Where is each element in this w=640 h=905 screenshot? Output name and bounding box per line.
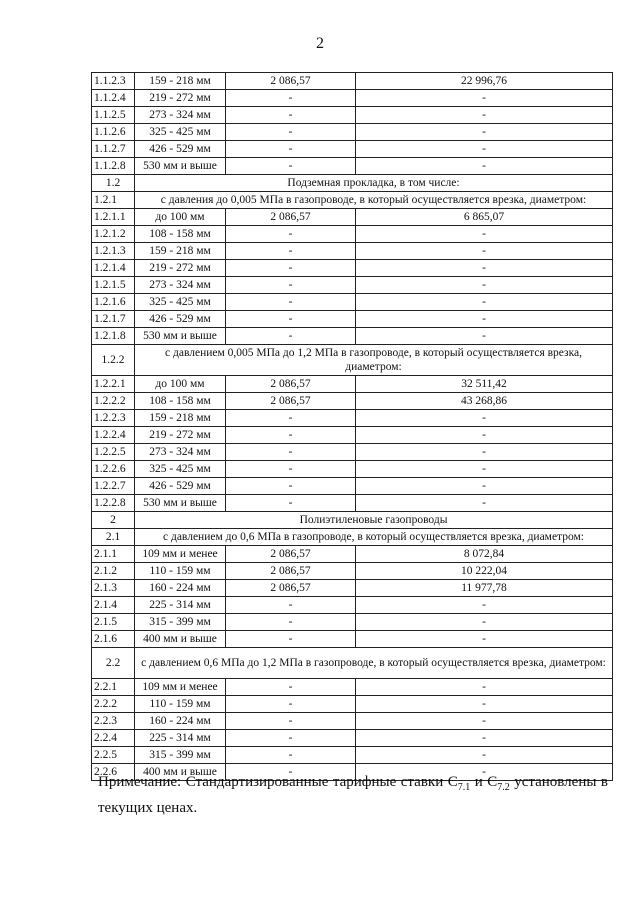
row-diameter: 325 - 425 мм (135, 124, 226, 141)
row-rate-c71: - (226, 427, 356, 444)
row-code: 1.2.1.1 (92, 209, 135, 226)
tariff-table (91, 72, 613, 781)
row-rate-c72: - (356, 294, 613, 311)
row-rate-c72: - (356, 679, 613, 696)
row-rate-c71: - (226, 90, 356, 107)
row-rate-c71: - (226, 730, 356, 747)
row-code: 1.2.1.7 (92, 311, 135, 328)
row-rate-c72: - (356, 495, 613, 512)
row-code: 2.2.1 (92, 679, 135, 696)
row-rate-c71: - (226, 260, 356, 277)
row-diameter: 530 мм и выше (135, 495, 226, 512)
section-title: с давлением 0,005 МПа до 1,2 МПа в газопроводе, в который осуществляется врезка, диаметром: (135, 345, 613, 376)
row-rate-c71: - (226, 614, 356, 631)
row-code: 1.1.2.4 (92, 90, 135, 107)
row-rate-c71: - (226, 747, 356, 764)
row-code: 2.2.3 (92, 713, 135, 730)
page-number: 2 (316, 35, 324, 52)
note-prefix: Примечание: Стандартизированные тарифные ставки С (98, 774, 458, 790)
section-heading-row (92, 512, 613, 529)
row-rate-c72: - (356, 260, 613, 277)
section-code: 2.2 (92, 648, 135, 679)
row-rate-c72: - (356, 410, 613, 427)
table-row (92, 679, 613, 696)
row-rate-c72: 43 268,86 (356, 393, 613, 410)
section-title: с давления до 0,005 МПа в газопроводе, в который осуществляется врезка, диаметром: (135, 192, 613, 209)
row-rate-c71: - (226, 679, 356, 696)
row-rate-c72: - (356, 243, 613, 260)
row-rate-c71: - (226, 410, 356, 427)
row-rate-c72: - (356, 730, 613, 747)
section-title: Полиэтиленовые газопроводы (135, 512, 613, 529)
section-title: с давлением до 0,6 МПа в газопроводе, в который осуществляется врезка, диаметром: (135, 529, 613, 546)
row-diameter: 325 - 425 мм (135, 294, 226, 311)
row-diameter: до 100 мм (135, 376, 226, 393)
row-diameter: 219 - 272 мм (135, 260, 226, 277)
row-rate-c71: - (226, 328, 356, 345)
row-rate-c72: 32 511,42 (356, 376, 613, 393)
row-code: 2.2.2 (92, 696, 135, 713)
table-row (92, 158, 613, 175)
row-diameter: 315 - 399 мм (135, 747, 226, 764)
tariff-table-body (92, 73, 613, 781)
row-rate-c71: - (226, 141, 356, 158)
section-code: 2.1 (92, 529, 135, 546)
row-code: 2.1.3 (92, 580, 135, 597)
row-rate-c71: 2 086,57 (226, 209, 356, 226)
row-diameter: 160 - 224 мм (135, 580, 226, 597)
row-rate-c71: - (226, 158, 356, 175)
section-heading-row (92, 648, 613, 679)
note-subscript-2: 7.2 (497, 782, 510, 793)
row-rate-c71: - (226, 495, 356, 512)
table-row (92, 495, 613, 512)
table-row (92, 243, 613, 260)
row-diameter: 160 - 224 мм (135, 713, 226, 730)
table-row (92, 563, 613, 580)
table-row (92, 410, 613, 427)
row-rate-c71: 2 086,57 (226, 393, 356, 410)
row-rate-c71: - (226, 713, 356, 730)
row-diameter: 110 - 159 мм (135, 696, 226, 713)
table-row (92, 597, 613, 614)
row-diameter: 530 мм и выше (135, 328, 226, 345)
row-code: 2.2.5 (92, 747, 135, 764)
row-diameter: 225 - 314 мм (135, 597, 226, 614)
row-code: 1.2.2.5 (92, 444, 135, 461)
row-diameter: 159 - 218 мм (135, 73, 226, 90)
row-rate-c72: 10 222,04 (356, 563, 613, 580)
row-diameter: 273 - 324 мм (135, 444, 226, 461)
row-code: 1.1.2.3 (92, 73, 135, 90)
row-rate-c71: 2 086,57 (226, 580, 356, 597)
row-diameter: 110 - 159 мм (135, 563, 226, 580)
row-rate-c71: - (226, 478, 356, 495)
table-row (92, 107, 613, 124)
table-row (92, 141, 613, 158)
row-code: 2.1.6 (92, 631, 135, 648)
row-rate-c72: 6 865,07 (356, 209, 613, 226)
row-code: 2.2.6 (92, 764, 135, 781)
row-rate-c71: - (226, 696, 356, 713)
row-rate-c71: 2 086,57 (226, 376, 356, 393)
section-title: Подземная прокладка, в том числе: (135, 175, 613, 192)
row-rate-c72: - (356, 328, 613, 345)
table-row (92, 376, 613, 393)
row-diameter: 273 - 324 мм (135, 107, 226, 124)
row-rate-c72: - (356, 158, 613, 175)
table-row (92, 311, 613, 328)
row-rate-c72: 11 977,78 (356, 580, 613, 597)
table-row (92, 73, 613, 90)
row-diameter: 426 - 529 мм (135, 311, 226, 328)
row-code: 1.1.2.7 (92, 141, 135, 158)
row-rate-c72: 22 996,76 (356, 73, 613, 90)
table-row (92, 546, 613, 563)
section-heading-row (92, 529, 613, 546)
row-rate-c72: - (356, 713, 613, 730)
note-middle: и С (470, 774, 498, 790)
row-diameter: 159 - 218 мм (135, 243, 226, 260)
row-rate-c71: - (226, 294, 356, 311)
table-row (92, 260, 613, 277)
table-row (92, 580, 613, 597)
row-rate-c72: - (356, 277, 613, 294)
row-diameter: 400 мм и выше (135, 764, 226, 781)
row-rate-c72: - (356, 631, 613, 648)
row-diameter: 108 - 158 мм (135, 226, 226, 243)
row-rate-c72: - (356, 427, 613, 444)
row-rate-c72: - (356, 124, 613, 141)
row-rate-c72: - (356, 141, 613, 158)
row-rate-c71: - (226, 277, 356, 294)
row-code: 1.2.2.3 (92, 410, 135, 427)
row-rate-c72: 8 072,84 (356, 546, 613, 563)
row-rate-c71: - (226, 107, 356, 124)
row-code: 1.2.1.2 (92, 226, 135, 243)
table-row (92, 747, 613, 764)
table-row (92, 328, 613, 345)
section-heading-row (92, 175, 613, 192)
row-rate-c71: 2 086,57 (226, 546, 356, 563)
row-rate-c71: - (226, 461, 356, 478)
row-code: 1.1.2.8 (92, 158, 135, 175)
row-rate-c72: - (356, 696, 613, 713)
section-code: 1.2.2 (92, 345, 135, 376)
row-code: 1.2.1.3 (92, 243, 135, 260)
section-title: с давлением 0,6 МПа до 1,2 МПа в газопроводе, в который осуществляется врезка, диаметром: (135, 648, 613, 679)
row-diameter: 225 - 314 мм (135, 730, 226, 747)
row-rate-c72: - (356, 747, 613, 764)
table-row (92, 90, 613, 107)
row-code: 1.2.2.8 (92, 495, 135, 512)
row-diameter: 400 мм и выше (135, 631, 226, 648)
table-row (92, 730, 613, 747)
row-diameter: 109 мм и менее (135, 679, 226, 696)
row-rate-c71: - (226, 243, 356, 260)
row-code: 1.2.1.4 (92, 260, 135, 277)
row-rate-c71: - (226, 124, 356, 141)
row-diameter: 426 - 529 мм (135, 478, 226, 495)
row-diameter: 426 - 529 мм (135, 141, 226, 158)
row-code: 1.1.2.6 (92, 124, 135, 141)
row-rate-c72: - (356, 461, 613, 478)
row-rate-c72: - (356, 597, 613, 614)
table-row (92, 461, 613, 478)
row-rate-c72: - (356, 107, 613, 124)
table-row (92, 226, 613, 243)
row-diameter: до 100 мм (135, 209, 226, 226)
row-code: 2.1.1 (92, 546, 135, 563)
note-subscript-1: 7.1 (457, 782, 471, 793)
row-diameter: 219 - 272 мм (135, 90, 226, 107)
section-code: 2 (92, 512, 135, 529)
row-diameter: 530 мм и выше (135, 158, 226, 175)
table-row (92, 209, 613, 226)
row-rate-c71: 2 086,57 (226, 73, 356, 90)
note-suffix: установлены в текущих ценах. (98, 774, 608, 816)
row-code: 2.1.4 (92, 597, 135, 614)
row-rate-c71: - (226, 597, 356, 614)
row-rate-c71: - (226, 311, 356, 328)
section-heading-row (92, 192, 613, 209)
row-diameter: 108 - 158 мм (135, 393, 226, 410)
table-row (92, 713, 613, 730)
section-code: 1.2 (92, 175, 135, 192)
row-code: 2.1.2 (92, 563, 135, 580)
row-rate-c71: - (226, 226, 356, 243)
table-row (92, 614, 613, 631)
table-row (92, 631, 613, 648)
table-row (92, 478, 613, 495)
row-code: 1.2.1.6 (92, 294, 135, 311)
row-rate-c72: - (356, 764, 613, 781)
table-row (92, 277, 613, 294)
table-row (92, 427, 613, 444)
table-row (92, 444, 613, 461)
row-code: 1.2.2.4 (92, 427, 135, 444)
row-code: 1.2.2.1 (92, 376, 135, 393)
row-code: 2.1.5 (92, 614, 135, 631)
row-rate-c72: - (356, 226, 613, 243)
row-diameter: 219 - 272 мм (135, 427, 226, 444)
row-rate-c72: - (356, 311, 613, 328)
row-rate-c72: - (356, 614, 613, 631)
table-row (92, 294, 613, 311)
row-diameter: 315 - 399 мм (135, 614, 226, 631)
row-code: 2.2.4 (92, 730, 135, 747)
table-row (92, 124, 613, 141)
row-rate-c72: - (356, 90, 613, 107)
note-paragraph (98, 772, 608, 818)
row-diameter: 325 - 425 мм (135, 461, 226, 478)
row-code: 1.1.2.5 (92, 107, 135, 124)
table-row (92, 393, 613, 410)
row-rate-c72: - (356, 444, 613, 461)
row-rate-c71: - (226, 444, 356, 461)
row-code: 1.2.2.6 (92, 461, 135, 478)
section-heading-row (92, 345, 613, 376)
row-diameter: 159 - 218 мм (135, 410, 226, 427)
row-diameter: 273 - 324 мм (135, 277, 226, 294)
table-row (92, 696, 613, 713)
row-rate-c72: - (356, 478, 613, 495)
row-code: 1.2.1.5 (92, 277, 135, 294)
row-code: 1.2.2.7 (92, 478, 135, 495)
row-rate-c71: - (226, 631, 356, 648)
section-code: 1.2.1 (92, 192, 135, 209)
row-diameter: 109 мм и менее (135, 546, 226, 563)
row-code: 1.2.1.8 (92, 328, 135, 345)
row-code: 1.2.2.2 (92, 393, 135, 410)
row-rate-c71: 2 086,57 (226, 563, 356, 580)
row-rate-c71: - (226, 764, 356, 781)
